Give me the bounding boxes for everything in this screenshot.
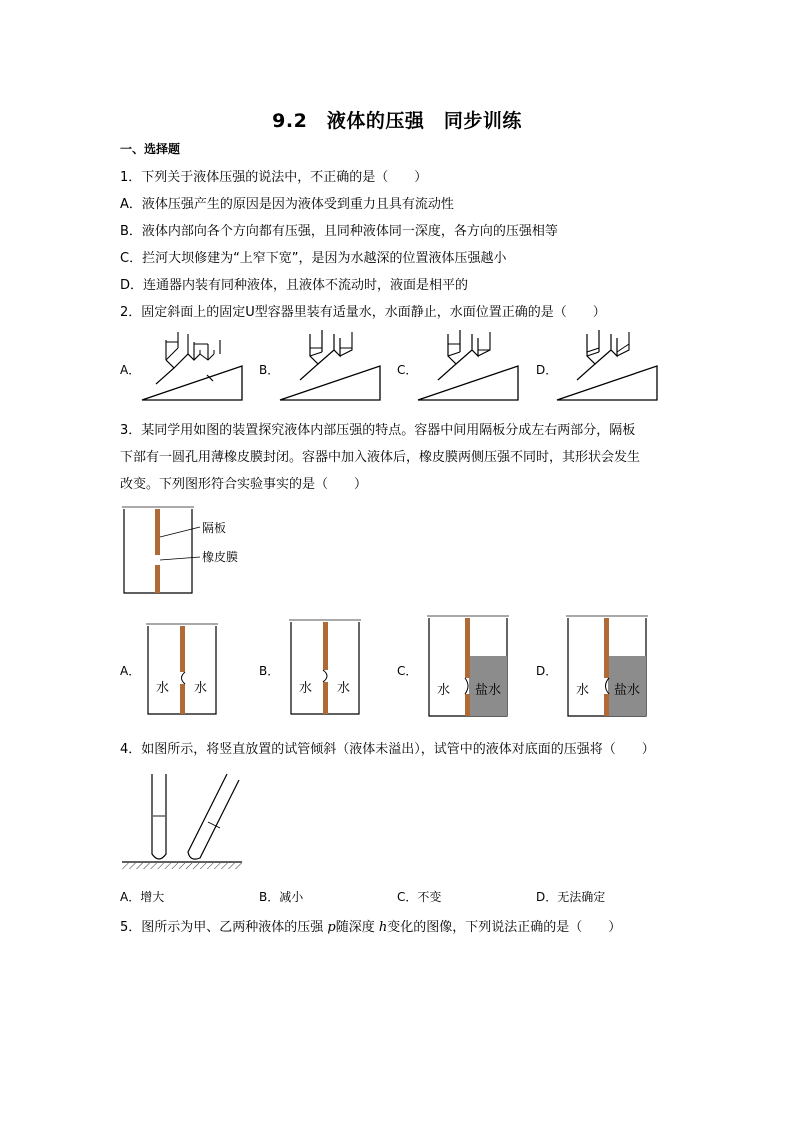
label-membrane: 橡皮膜 bbox=[202, 550, 239, 564]
q5-stem bbox=[120, 916, 621, 935]
q2-option-a-label: A． bbox=[120, 363, 141, 377]
q4-test-tube-figure bbox=[122, 770, 242, 870]
water-label-left: 水 bbox=[156, 681, 170, 696]
q5-symbol-p: p bbox=[327, 920, 336, 935]
brine-label: 盐水 bbox=[614, 683, 641, 698]
q4-option-b: B．减小 bbox=[259, 890, 304, 904]
water-label: 水 bbox=[576, 683, 590, 698]
partition-upper bbox=[155, 509, 160, 555]
q1-option-b: B．液体内部向各个方向都有压强，且同种液体同一深度，各方向的压强相等 bbox=[120, 224, 558, 239]
page-title: 9.2 液体的压强 同步训练 bbox=[272, 110, 522, 132]
partition-lower bbox=[155, 565, 160, 593]
water-label-right: 水 bbox=[194, 681, 208, 696]
q1-stem: 1．下列关于液体压强的说法中，不正确的是（ ） bbox=[120, 170, 428, 185]
water-label-right: 水 bbox=[337, 681, 351, 696]
q3-figure-a bbox=[146, 622, 218, 716]
q3-apparatus-figure bbox=[122, 505, 282, 597]
q4-option-a: A．增大 bbox=[120, 890, 165, 904]
q3-option-a-label: A． bbox=[120, 664, 141, 678]
tilted-tube bbox=[188, 774, 239, 859]
q3-option-c-label: C． bbox=[397, 664, 418, 678]
q5-stem-mid: 随深度 bbox=[335, 920, 379, 935]
q5-symbol-h: h bbox=[378, 920, 388, 935]
brine-label: 盐水 bbox=[475, 683, 502, 698]
q3-option-d-label: D． bbox=[536, 664, 558, 678]
q4-option-d: D．无法确定 bbox=[536, 890, 606, 904]
q5-stem-pre: 5．图所示为甲、乙两种液体的压强 bbox=[120, 920, 328, 935]
q1-option-c: C．拦河大坝修建为“上窄下宽”，是因为水越深的位置液体压强越小 bbox=[120, 251, 507, 266]
q3-stem-line-2: 下部有一圆孔用薄橡皮膜封闭。容器中加入液体后，橡皮膜两侧压强不同时，其形状会发生 bbox=[120, 450, 641, 465]
q3-stem-line-3: 改变。下列图形符合实验事实的是（ ） bbox=[120, 477, 368, 492]
q2-stem: 2．固定斜面上的固定U型容器里装有适量水，水面静止，水面位置正确的是（ ） bbox=[120, 305, 606, 320]
q2-figure-d bbox=[553, 330, 663, 402]
q1-option-d: D．连通器内装有同种液体，且液体不流动时，液面是相平的 bbox=[120, 278, 469, 293]
q4-stem: 4．如图所示，将竖直放置的试管倾斜（液体未溢出），试管中的液体对底面的压强将（ ） bbox=[120, 742, 655, 757]
q2-figure-b bbox=[276, 330, 386, 402]
q2-option-b-label: B． bbox=[259, 363, 280, 377]
q2-figure-c bbox=[414, 330, 524, 402]
q5-stem-post: 变化的图像，下列说法正确的是（ ） bbox=[387, 920, 622, 935]
label-partition: 隔板 bbox=[202, 521, 227, 535]
q3-figure-d bbox=[566, 614, 650, 718]
q2-option-d-label: D． bbox=[536, 363, 558, 377]
q3-option-b-label: B． bbox=[259, 664, 280, 678]
q2-option-c-label: C． bbox=[397, 363, 418, 377]
section-heading: 一、选择题 bbox=[120, 142, 181, 156]
q1-option-a: A．液体压强产生的原因是因为液体受到重力且具有流动性 bbox=[120, 197, 454, 212]
q2-figure-a bbox=[138, 330, 248, 402]
upright-tube bbox=[152, 774, 166, 859]
q4-option-c: C．不变 bbox=[397, 890, 442, 904]
q3-figure-b bbox=[289, 618, 361, 716]
q3-stem-line-1: 3．某同学用如图的装置探究液体内部压强的特点。容器中间用隔板分成左右两部分，隔板 bbox=[120, 423, 636, 438]
water-label: 水 bbox=[437, 683, 451, 698]
water-label-left: 水 bbox=[299, 681, 313, 696]
q3-figure-c bbox=[427, 614, 511, 718]
